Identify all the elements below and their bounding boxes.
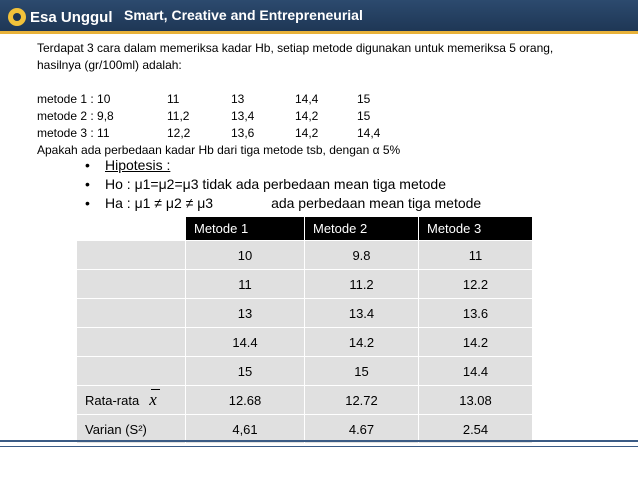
row-label <box>77 241 186 270</box>
table-cell: 13.4 <box>305 299 419 328</box>
table-cell: 11 <box>186 270 305 299</box>
method-value: 14,2 <box>295 109 319 123</box>
problem-statement <box>37 40 627 159</box>
method-value: 13 <box>231 92 245 106</box>
intro-line-2: hasilnya (gr/100ml) adalah: <box>37 58 182 72</box>
method-label: metode 2 : 9,8 <box>37 109 114 123</box>
table-cell: 14.2 <box>305 328 419 357</box>
header-banner <box>0 0 638 34</box>
method-value: 14,4 <box>357 126 381 140</box>
method-value: 13,6 <box>231 126 255 140</box>
method-label: metode 3 : 11 <box>37 126 110 140</box>
table-cell: 14.4 <box>419 357 533 386</box>
ha-formula: Ha : μ1 ≠ μ2 ≠ μ3 <box>105 195 214 211</box>
row-label <box>77 299 186 328</box>
table-header-row <box>77 217 533 241</box>
method-value: 13,4 <box>231 109 255 123</box>
table-cell: 14.2 <box>419 328 533 357</box>
table-row <box>77 328 533 357</box>
hypothesis-title: Hipotesis : <box>105 157 171 173</box>
table-row-mean <box>77 386 533 415</box>
row-label <box>77 270 186 299</box>
row-label <box>77 357 186 386</box>
method-value: 14,2 <box>295 126 319 140</box>
tagline: Smart, Creative and Entrepreneurial <box>124 7 363 23</box>
row-label <box>77 328 186 357</box>
method-value: 11,2 <box>167 109 190 123</box>
table-cell: 11.2 <box>305 270 419 299</box>
table-row <box>77 241 533 270</box>
method-label: metode 1 : 10 <box>37 92 111 106</box>
table-cell: 4.67 <box>305 415 419 444</box>
method-row-3 <box>37 125 627 142</box>
method-value: 15 <box>357 109 371 123</box>
table-cell: 11 <box>419 241 533 270</box>
table-cell: 12.68 <box>186 386 305 415</box>
spacer <box>37 74 627 91</box>
table-cell: 13 <box>186 299 305 328</box>
method-value: 11 <box>167 92 180 106</box>
variance-label: Varian (S²) <box>77 415 186 444</box>
question: Apakah ada perbedaan kadar Hb dari tiga metode tsb, dengan α 5% <box>37 143 401 157</box>
footer-divider <box>0 440 638 442</box>
table-cell: 2.54 <box>419 415 533 444</box>
table-row <box>77 270 533 299</box>
ha-text: ada perbedaan mean tiga metode <box>271 195 482 211</box>
table-header: Metode 1 <box>186 217 305 241</box>
table-cell: 13.08 <box>419 386 533 415</box>
method-value: 12,2 <box>167 126 191 140</box>
data-table <box>76 216 533 444</box>
table-row <box>77 357 533 386</box>
table-cell: 12.72 <box>305 386 419 415</box>
table-cell: 13.6 <box>419 299 533 328</box>
table-header-empty <box>77 217 186 241</box>
intro-line-1: Terdapat 3 cara dalam memeriksa kadar Hb, setiap metode digunakan untuk memeriksa 5 orang, <box>37 41 554 55</box>
bullet-hypothesis-title <box>85 156 481 175</box>
table-cell: 12.2 <box>419 270 533 299</box>
logo <box>8 6 113 28</box>
table-header: Metode 3 <box>419 217 533 241</box>
table-cell: 15 <box>186 357 305 386</box>
mean-label <box>77 386 186 415</box>
method-row-1 <box>37 91 627 108</box>
mean-label-text: Rata-rata <box>85 393 140 408</box>
table-cell: 14.4 <box>186 328 305 357</box>
bullet-ho: • Ho : μ1=μ2=μ3 tidak ada perbedaan mean tiga metode <box>85 175 481 194</box>
bullet-ha <box>85 194 481 213</box>
logo-text: Esa Unggul <box>30 8 113 26</box>
method-value: 14,4 <box>295 92 319 106</box>
table-cell: 15 <box>305 357 419 386</box>
xbar-symbol: x <box>149 390 157 409</box>
table-cell: 4,61 <box>186 415 305 444</box>
header-accent-line <box>0 31 638 34</box>
table-cell: 9.8 <box>305 241 419 270</box>
logo-icon <box>8 8 26 26</box>
footer-divider-thin <box>0 446 638 447</box>
hypothesis-list <box>85 156 481 213</box>
method-value: 15 <box>357 92 371 106</box>
method-row-2 <box>37 108 627 125</box>
table-cell: 10 <box>186 241 305 270</box>
table-row <box>77 299 533 328</box>
table-header: Metode 2 <box>305 217 419 241</box>
